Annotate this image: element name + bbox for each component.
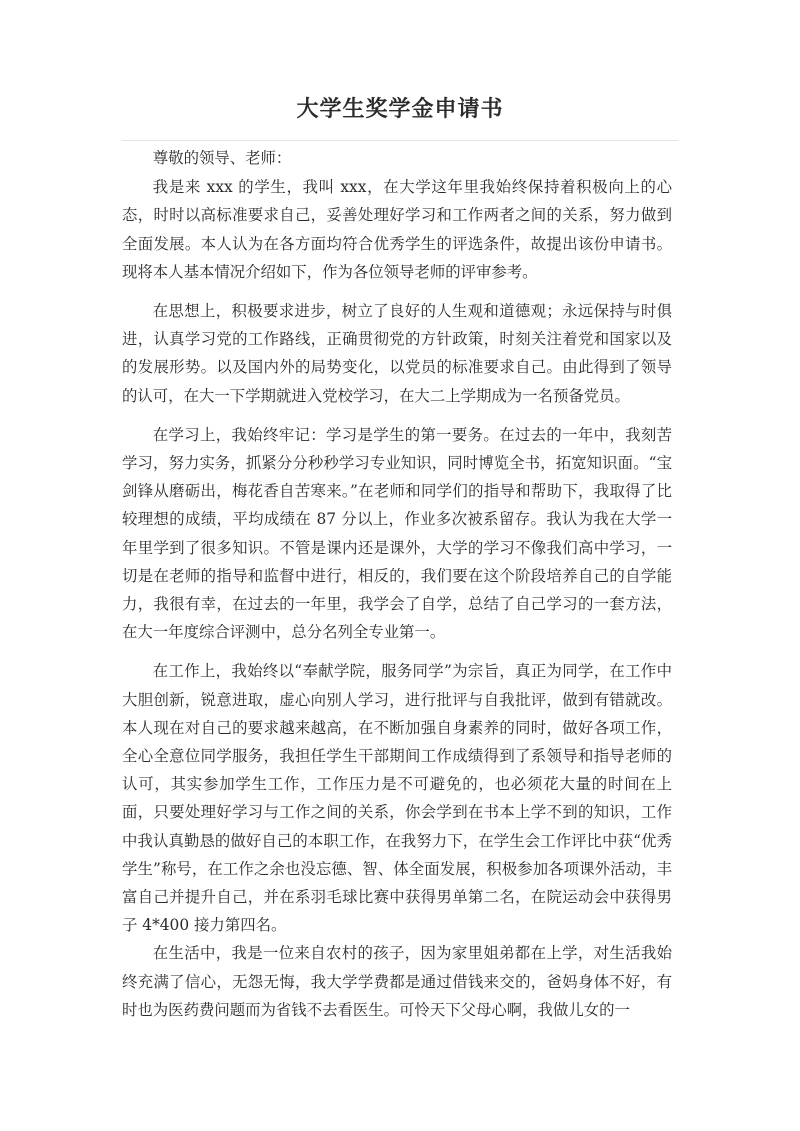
document-body [122, 144, 672, 1024]
paragraph-intro: 我是来 xxx 的学生，我叫 xxx，在大学这年里我始终保持着积极向上的心态，时时以高标准要求自己，妥善处理好学习和工作两者之间的关系，努力做到全面发展。本人认为在各方面均符合优秀学生的评选条件，故提出该份申请书。现将本人基本情况介绍如下，作为各位领导老师的评审参考。 [122, 178, 672, 281]
salutation: 尊敬的领导、老师： [152, 149, 292, 167]
paragraph-work: 在工作上，我始终以“奉献学院，服务同学”为宗旨，真正为同学，在工作中大胆创新，锐意进取，虚心向别人学习，进行批评与自我批评，做到有错就改。本人现在对自己的要求越来越高，在不断加强自身素养的同时，做好各项工作，全心全意位同学服务，我担任学生干部期间工作成绩得到了系领导和指导老师的认可，其实参加学生工作，工作压力是不可避免的，也必须花大量的时间在上面，只要处理好学习与工作之间的关系，你会学到在书本上学不到的知识，工作中我认真勤恳的做好自己的本职工作，在我努力下，在学生会工作评比中获“优秀学生”称号，在工作之余也没忘德、智、体全面发展，积极参加各项课外活动，丰富自己并提升自己，并在系羽毛球比赛中获得男单第二名，在院运动会中获得男子 4*400 接力第四名。 [122, 662, 672, 935]
paragraph-thought: 在思想上，积极要求进步，树立了良好的人生观和道德观；永远保持与时俱进，认真学习党的工作路线，正确贯彻党的方针政策，时刻关注着党和国家以及的发展形势。以及国内外的局势变化，以党员的标准要求自己。由此得到了领导的认可，在大一下学期就进入党校学习，在大二上学期成为一名预备党员。 [122, 302, 672, 405]
document-title: 大学生奖学金申请书 [296, 97, 504, 122]
paragraph-life: 在生活中，我是一位来自农村的孩子，因为家里姐弟都在上学，对生活我始终充满了信心，无怨无悔，我大学学费都是通过借钱来交的，爸妈身体不好，有时也为医药费问题而为省钱不去看医生。可怜天下父母心啊，我做儿女的一 [122, 944, 672, 1019]
title-divider [122, 140, 678, 141]
paragraph-study: 在学习上，我始终牢记：学习是学生的第一要务。在过去的一年中，我刻苦学习，努力实务，抓紧分分秒秒学习专业知识，同时博览全书，拓宽知识面。“宝剑锋从磨砺出，梅花香自苦寒来。”在老师和同学们的指导和帮助下，我取得了比较理想的成绩，平均成绩在 87 分以上，作业多次被系留存。我认为我在大学一年里学到了很多知识。不管是课内还是课外，大学的学习不像我们高中学习，一切是在老师的指导和监督中进行，相反的，我们要在这个阶段培养自己的自学能力，我很有幸，在过去的一年里，我学会了自学，总结了自己学习的一套方法，在大一年度综合评测中，总分名列全专业第一。 [122, 425, 672, 642]
